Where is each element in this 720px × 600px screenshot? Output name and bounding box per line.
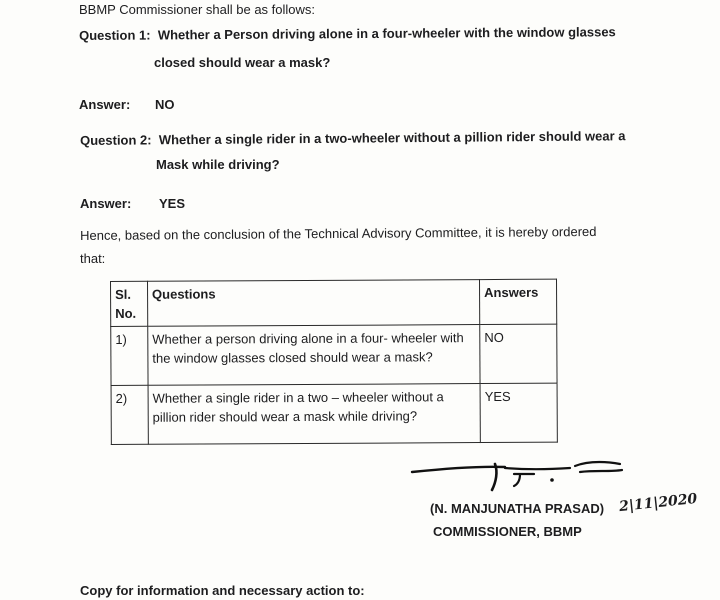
header-questions: Questions (147, 280, 479, 327)
table-row (111, 324, 557, 385)
answer-1-value: NO (155, 97, 175, 112)
orders-table (110, 279, 558, 445)
signature-date: 2|11|2020 (618, 490, 698, 516)
row-1-answer: NO (480, 324, 557, 383)
row-1-sl: 1) (111, 326, 148, 385)
question-2-text-line1: Whether a single rider in a two-wheeler without a pillion rider should wear a (158, 128, 626, 148)
conclusion-line2: that: (80, 251, 106, 266)
answer-2-value: YES (159, 196, 186, 211)
row-2-answer: YES (480, 383, 557, 442)
row-2-sl: 2) (111, 385, 148, 444)
question-2-text-line2: Mask while driving? (156, 157, 280, 172)
handwritten-signature (410, 458, 630, 503)
question-1-text-line1: Whether a Person driving alone in a four-wheeler with the window glasses (157, 24, 616, 43)
question-1-label: Question 1: (79, 27, 151, 43)
conclusion-line1: Hence, based on the conclusion of the Technical Advisory Committee, it is hereby ordered (80, 223, 597, 243)
header-sl-line2: No. (115, 305, 137, 321)
row-1-question (148, 325, 480, 386)
copy-to-line: Copy for information and necessary action to: (80, 583, 365, 598)
row-2-question (148, 384, 480, 445)
table-header-row (111, 279, 557, 326)
header-sl-line1: Sl. (115, 286, 132, 302)
table-row (111, 383, 557, 444)
row-1-question-line1: Whether a person driving alone in a four- wheeler with (152, 330, 464, 347)
answer-1-label: Answer: (79, 97, 131, 112)
signatory-name: (N. MANJUNATHA PRASAD) (430, 501, 605, 516)
question-1-text-line2: closed should wear a mask? (154, 55, 331, 70)
question-2 (80, 128, 626, 148)
row-1-question-line2: the window glasses closed should wear a mask? (152, 349, 433, 366)
question-1 (79, 24, 616, 43)
intro-text: BBMP Commissioner shall be as follows: (79, 2, 316, 17)
row-2-question-line1: Whether a single rider in a two – wheeler without a (152, 389, 444, 406)
row-2-question-line2: pillion rider should wear a mask while driving? (152, 408, 418, 425)
signatory-title: COMMISSIONER, BBMP (433, 524, 582, 539)
answer-2-label: Answer: (80, 196, 132, 211)
header-answers: Answers (480, 279, 557, 324)
header-sl (111, 281, 148, 326)
question-2-label: Question 2: (80, 132, 152, 148)
